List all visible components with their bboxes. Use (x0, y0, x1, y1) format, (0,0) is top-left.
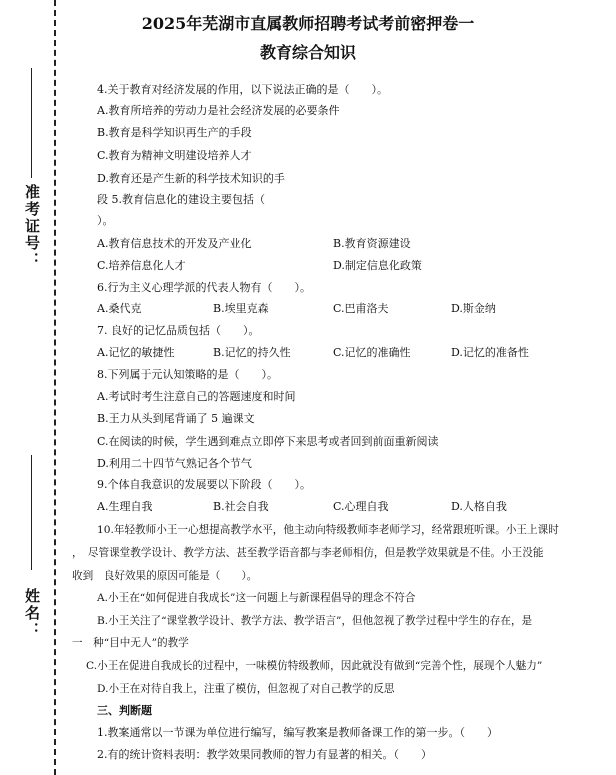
q5-stem: 段 5.教育信息化的建设主要包括（ (97, 193, 265, 206)
q10-stem-line2: ， 尽管课堂教学设计、教学方法、甚至教学语音都与李老师相仿，但是教学效果就是不佳。小王没能 (72, 547, 544, 559)
q7-option-a: A.记忆的敏捷性 (97, 346, 175, 359)
q6-stem: 6.行为主义心理学派的代表人物有（ ）。 (97, 281, 311, 294)
q10-option-b-line2: 一 种“目中无人”的教学 (72, 637, 189, 649)
q9-stem: 9.个体自我意识的发展要以下阶段（ ）。 (97, 478, 311, 491)
judgment-1: 1.教案通常以一节课为单位进行编写，编写教案是教师备课工作的第一步。（ ） (97, 726, 498, 739)
exam-id-label: 准考证号： (23, 184, 41, 269)
q8-stem: 8.下列属于元认知策略的是（ ）。 (97, 368, 278, 381)
q8-option-c: C.在阅读的时候，学生遇到难点立即停下来思考或者回到前面重新阅读 (97, 435, 439, 448)
q9-option-c: C.心理自我 (333, 500, 389, 513)
q7-stem: 7. 良好的记忆品质包括（ ）。 (97, 324, 260, 337)
q4-option-a: A.教育所培养的劳动力是社会经济发展的必要条件 (97, 104, 340, 117)
name-label: 姓名： (23, 588, 41, 639)
q10-option-c: C.小王在促进自我成长的过程中，一味模仿特级教师，因此就没有做到“完善个性，展现个人魅力” (86, 660, 543, 672)
exam-id-blank-line (31, 68, 32, 178)
q8-option-d: D.利用二十四节气熟记各个节气 (97, 457, 252, 470)
section-3-heading: 三、判断题 (97, 704, 152, 717)
q10-option-d: D.小王在对待自我上，注重了模仿，但忽视了对自己教学的反思 (97, 683, 395, 695)
q6-option-b: B.埃里克森 (213, 302, 269, 315)
q5-option-b: B.教育资源建设 (333, 237, 411, 250)
q7-option-b: B.记忆的持久性 (213, 346, 291, 359)
document-subtitle: 教育综合知识 (259, 43, 356, 62)
q8-option-a: A.考试时考生注意自己的答题速度和时间 (97, 390, 296, 403)
q4-stem: 4.关于教育对经济发展的作用，以下说法正确的是（ ）。 (97, 83, 388, 96)
q5-stem-end: ）。 (97, 214, 114, 227)
q9-option-d: D.人格自我 (451, 500, 507, 513)
q6-option-c: C.巴甫洛夫 (333, 302, 389, 315)
q6-option-a: A.桑代克 (97, 302, 142, 315)
q5-option-a: A.教育信息技术的开发及产业化 (97, 237, 252, 250)
q6-option-d: D.斯金纳 (451, 302, 496, 315)
q5-option-d: D.制定信息化政策 (333, 259, 422, 272)
q8-option-b: B.王力从头到尾背诵了 5 遍课文 (97, 412, 255, 425)
q7-option-d: D.记忆的准备性 (451, 346, 529, 359)
judgment-2: 2.有的统计资料表明：教学效果同教师的智力有显著的相关。（ ） (97, 748, 432, 761)
q4-option-d: D.教育还是产生新的科学技术知识的手 (97, 172, 285, 185)
q9-option-b: B.社会自我 (213, 500, 269, 513)
q5-option-c: C.培养信息化人才 (97, 259, 186, 272)
name-blank-line (31, 455, 32, 570)
q9-option-a: A.生理自我 (97, 500, 153, 513)
binding-margin-line (54, 0, 56, 775)
q7-option-c: C.记忆的准确性 (333, 346, 411, 359)
q10-stem-line3: 收到 良好效果的原因可能是（ ）。 (72, 570, 258, 582)
q4-option-c: C.教育为精神文明建设培养人才 (97, 149, 252, 162)
q10-option-b-line1: B.小王关注了“课堂教学设计、教学方法、教学语言”，但他忽视了教学过程中学生的存在，是 (97, 615, 533, 627)
document-title: 2025年芜湖市直属教师招聘考试考前密押卷一 (141, 14, 475, 33)
q4-option-b: B.教育是科学知识再生产的手段 (97, 126, 252, 139)
q10-stem-line1: 10.年轻教师小王一心想提高教学水平，他主动向特级教师李老师学习，经常跟班听课。小王上课时 (97, 524, 559, 536)
q10-option-a: A.小王在“如何促进自我成长”这一问题上与新课程倡导的理念不符合 (97, 592, 416, 604)
